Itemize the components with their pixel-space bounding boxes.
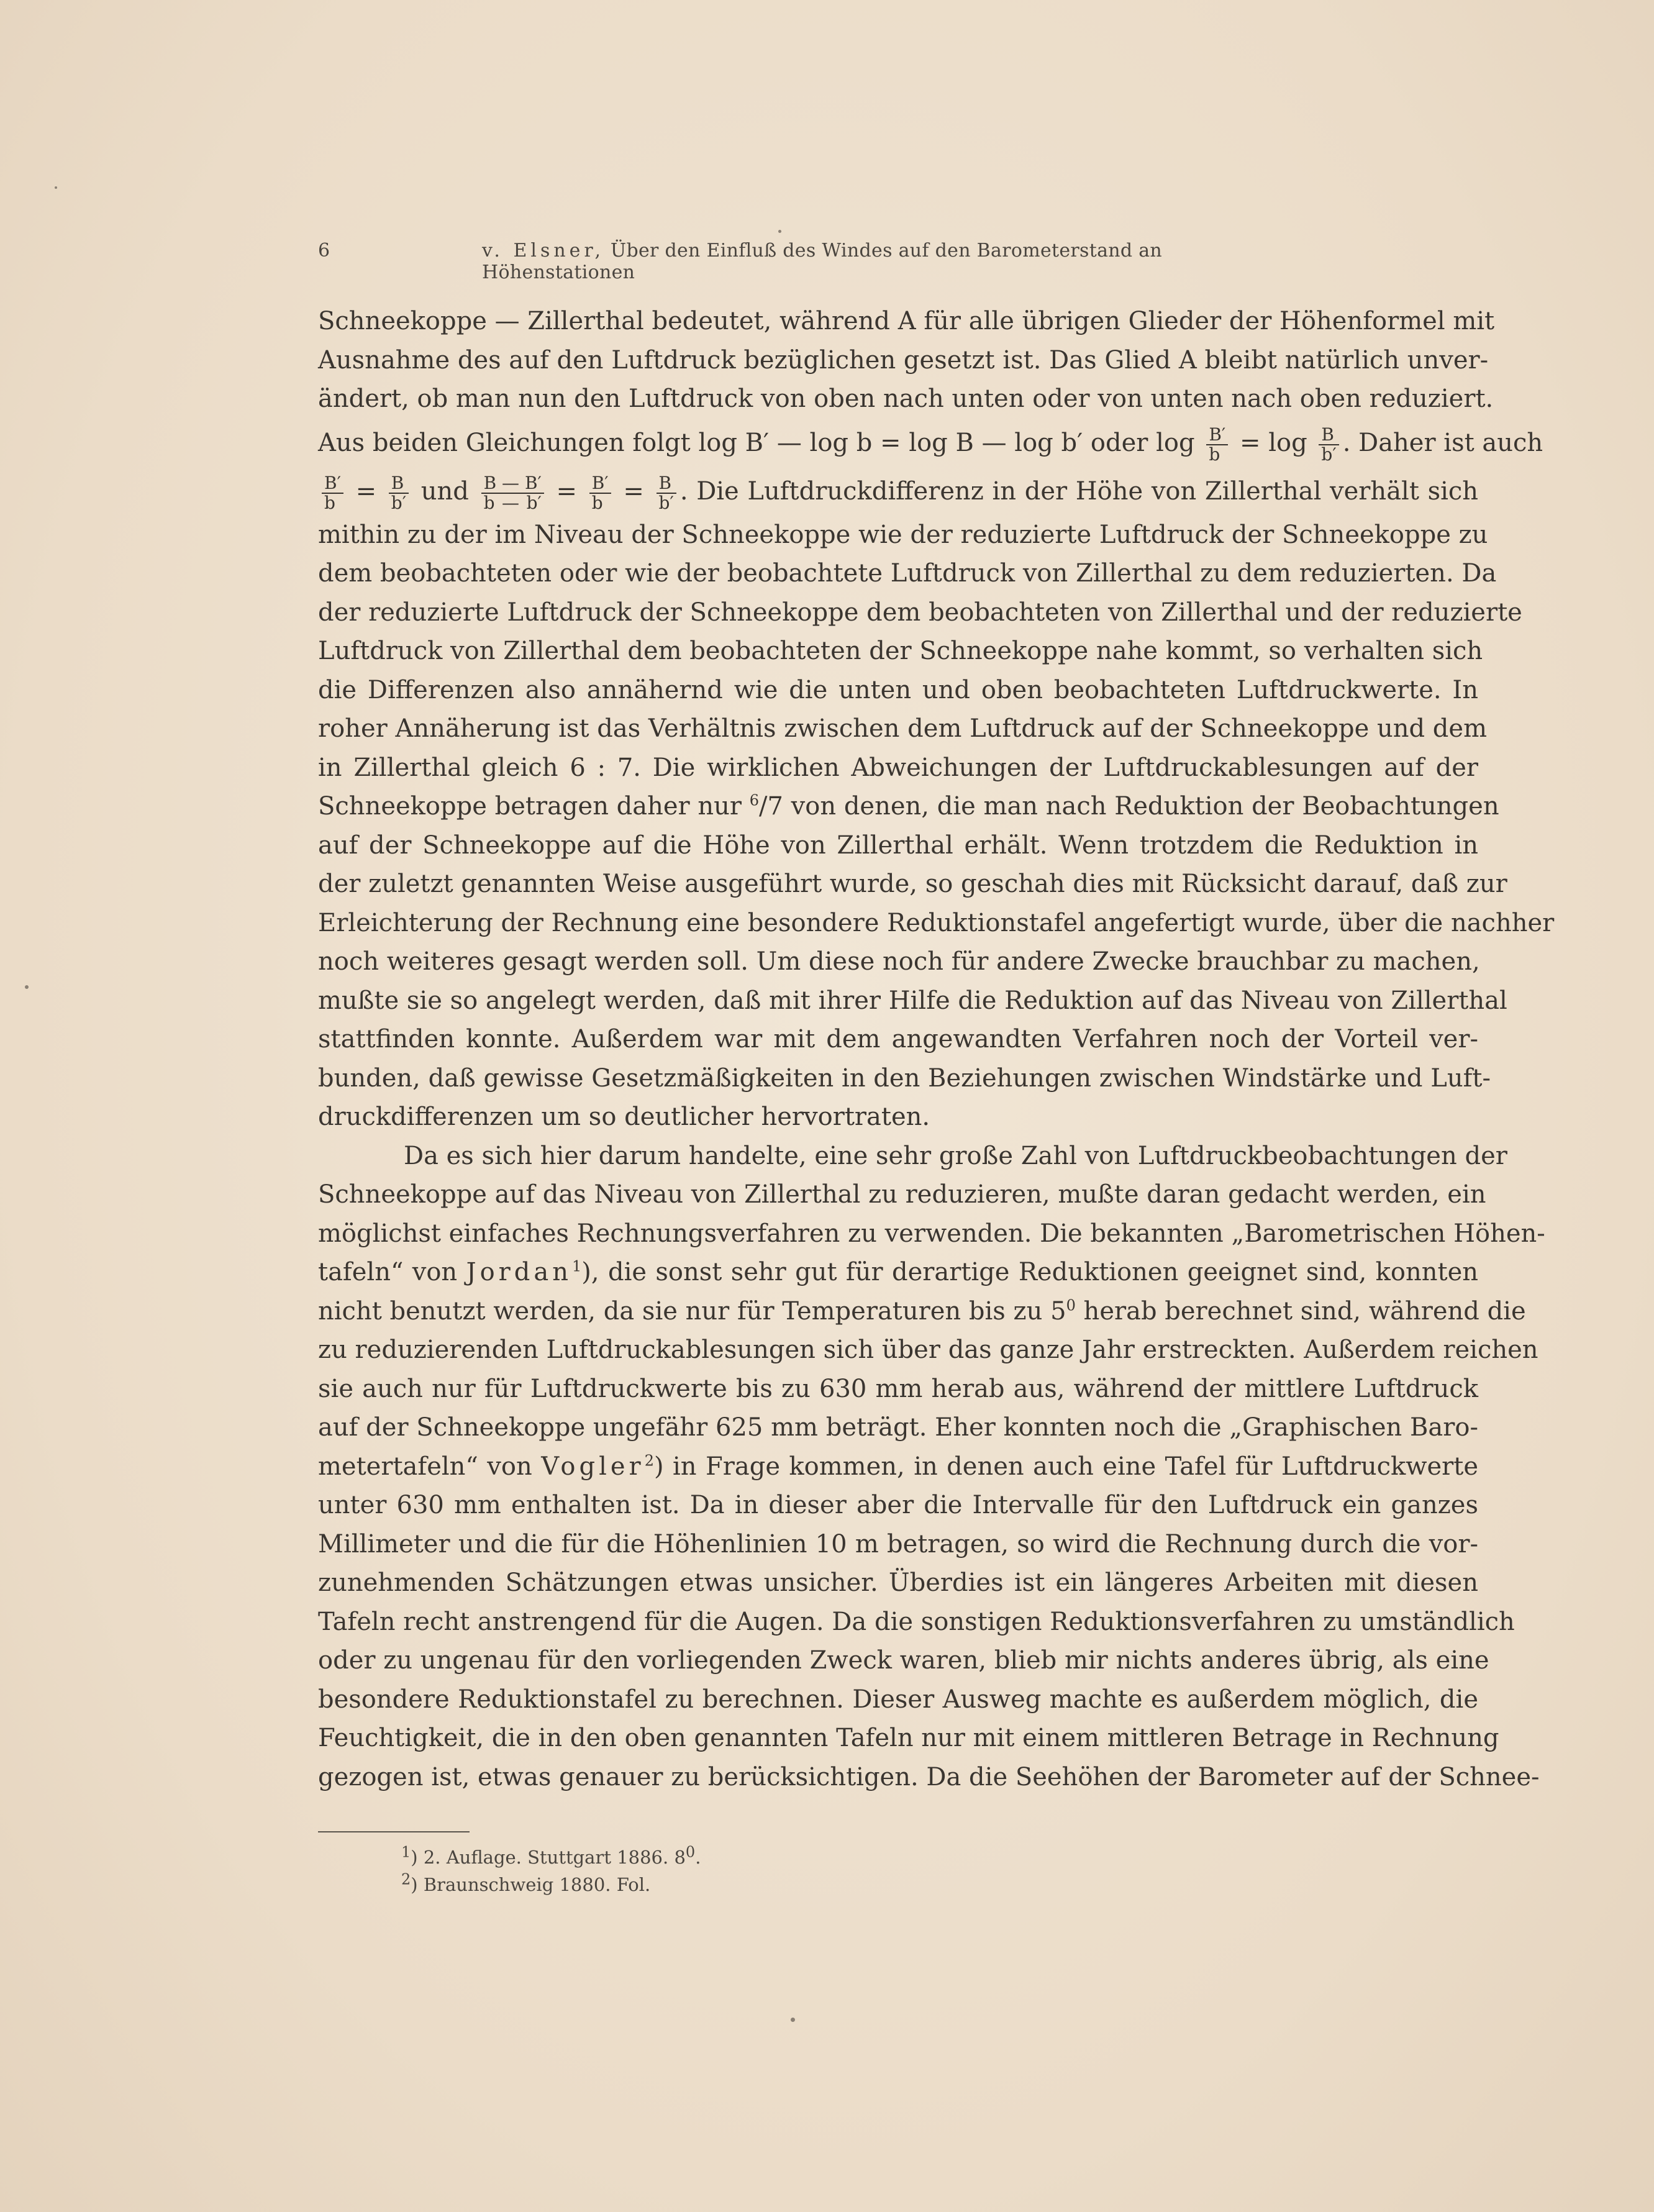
footnote-ref: 1 <box>572 1257 582 1275</box>
text-line: Da es sich hier darum handelte, eine sehr große Zahl von Luftdruckbeobachtungen der <box>404 1141 1507 1170</box>
running-header <box>318 240 1306 283</box>
fraction <box>1206 426 1228 464</box>
text-line: stattfinden konnte. Außerdem war mit dem angewandten Verfahren noch der Vorteil ver- <box>318 1025 1478 1054</box>
fraction <box>481 474 544 512</box>
text-line-jordan <box>318 1253 1478 1292</box>
fraction-numerator: B′ <box>589 474 611 494</box>
text-line: unter 630 mm enthalten ist. Da in dieser aber die Intervalle für den Luftdruck ein ganzes <box>318 1491 1478 1519</box>
formula-text: = log <box>1239 428 1307 457</box>
cited-author: Jordan <box>466 1258 573 1286</box>
line-fragment: metertafeln“ von <box>318 1452 532 1481</box>
line-fragment: Schneekoppe betragen daher nur <box>318 792 742 821</box>
fraction-numerator: B <box>389 474 409 494</box>
paper-speck <box>778 230 781 233</box>
formula-text: und <box>420 476 469 506</box>
fraction-numerator: B′ <box>1206 426 1228 445</box>
fraction <box>389 474 409 512</box>
formula-text: . Die Luftdruckdifferenz in der Höhe von Zillerthal verhält sich <box>679 476 1479 506</box>
text-line: sie auch nur für Luftdruckwerte bis zu 630 mm herab aus, während der mittlere Luftdruck <box>318 1374 1478 1403</box>
text-line: Schneekoppe — Zillerthal bedeutet, während A für alle übrigen Glieder der Höhenformel mit <box>318 307 1495 335</box>
formula-text: = <box>556 476 578 506</box>
line-fragment: ) in Frage kommen, in denen auch eine Tafel für Luftdruckwerte <box>653 1452 1478 1481</box>
footnote-2 <box>401 1871 701 1898</box>
footnote-marker: 1 <box>401 1843 411 1861</box>
header-title: Über den Einfluß des Windes auf den Barometerstand an Höhenstationen <box>482 240 1163 283</box>
text-line: bunden, daß gewisse Gesetzmäßigkeiten in den Beziehungen zwischen Windstärke und Luft- <box>318 1063 1491 1093</box>
footnote-1 <box>401 1844 701 1871</box>
text-line: Millimeter und die für die Höhenlinien 10 m betragen, so wird die Rechnung durch die vor- <box>318 1529 1478 1559</box>
text-line: Luftdruck von Zillerthal dem beobachteten der Schneekoppe nahe kommt, so verhalten sich <box>318 637 1483 665</box>
footnote-text: ) Braunschweig 1880. Fol. <box>411 1874 651 1895</box>
fraction-denominator: b′ <box>658 492 674 513</box>
paper-speck <box>791 2018 795 2022</box>
fraction-denominator: b — b′ <box>483 492 542 513</box>
fraction-denominator: b <box>324 492 335 513</box>
footnote-text: . <box>695 1847 701 1868</box>
fraction-denominator: b′ <box>1321 444 1337 465</box>
text-line-temperature <box>318 1292 1526 1331</box>
text-line: möglichst einfaches Rechnungsverfahren zu verwenden. Die bekannten „Barometrischen Höhen- <box>318 1219 1545 1248</box>
superscript: 6 <box>749 791 760 809</box>
text-line: der zuletzt genannten Weise ausgeführt wurde, so geschah dies mit Rücksicht darauf, daß zur <box>318 870 1507 898</box>
fraction-numerator: B <box>657 474 676 494</box>
text-line: dem beobachteten oder wie der beobachtete Luftdruck von Zillerthal zu dem reduzierten. Da <box>318 559 1497 588</box>
line-fragment: /7 von denen, die man nach Reduktion der Beobachtungen <box>759 792 1499 821</box>
fraction-denominator: b <box>591 492 603 513</box>
footnote-text: ) 2. Auflage. Stuttgart 1886. 8 <box>411 1847 686 1868</box>
text-line: besondere Reduktionstafel zu berechnen. Dieser Ausweg machte es außerdem möglich, die <box>318 1685 1478 1714</box>
text-line: Erleichterung der Rechnung eine besondere Reduktionstafel angefertigt wurde, über die nachher <box>318 908 1555 937</box>
fraction-denominator: b′ <box>391 492 407 513</box>
text-line: roher Annäherung ist das Verhältnis zwischen dem Luftdruck auf der Schneekoppe und dem <box>318 714 1488 743</box>
text-line: Schneekoppe auf das Niveau von Zillerthal zu reduzieren, mußte daran gedacht werden, ein <box>318 1180 1486 1209</box>
fraction-numerator: B <box>1319 426 1338 445</box>
text-line: mußte sie so angelegt werden, daß mit ihrer Hilfe die Reduktion auf das Niveau von Zillerthal <box>318 986 1507 1015</box>
fraction <box>322 474 343 512</box>
line-fragment: nicht benutzt werden, da sie nur für Temperaturen bis zu 5 <box>318 1296 1066 1326</box>
text-line: ändert, ob man nun den Luftdruck von oben nach unten oder von unten nach oben reduziert. <box>318 385 1494 413</box>
text-line: der reduzierte Luftdruck der Schneekoppe dem beobachteten von Zillerthal und der reduzierte <box>318 598 1522 627</box>
body-text <box>318 302 1555 1796</box>
text-line: Feuchtigkeit, die in den oben genannten Tafeln nur mit einem mittleren Betrage in Rechnung <box>318 1724 1499 1752</box>
page-number: 6 <box>318 240 330 262</box>
formula-text: = <box>623 476 644 506</box>
fraction-numerator: B′ <box>322 474 343 494</box>
paper-speck <box>25 985 29 989</box>
formula-line-1 <box>318 419 1543 467</box>
text-line: druckdifferenzen um so deutlicher hervortraten. <box>318 1103 930 1131</box>
degree-sup: 0 <box>685 1843 696 1861</box>
paper-speck <box>55 186 57 189</box>
fraction-numerator: B — B′ <box>481 474 544 494</box>
footnote-ref: 2 <box>644 1452 654 1470</box>
formula-text: Aus beiden Gleichungen folgt log B′ — log b = log B — log b′ oder log <box>318 428 1195 457</box>
fraction <box>1319 426 1338 464</box>
text-line: zunehmenden Schätzungen etwas unsicher. Überdies ist ein längeres Arbeiten mit diesen <box>318 1568 1478 1597</box>
fraction <box>589 474 611 512</box>
formula-line-2 <box>318 467 1478 516</box>
cited-author: Vogler <box>541 1452 645 1481</box>
formula-text: = <box>355 476 377 506</box>
text-line: auf der Schneekoppe auf die Höhe von Zillerthal erhält. Wenn trotzdem die Reduktion in <box>318 831 1478 860</box>
fraction <box>657 474 676 512</box>
fraction-denominator: b <box>1209 444 1220 465</box>
text-line: mithin zu der im Niveau der Schneekoppe wie der reduzierte Luftdruck der Schneekoppe zu <box>318 520 1488 549</box>
formula-text: . Daher ist auch <box>1342 428 1543 457</box>
footnotes <box>401 1844 701 1898</box>
text-line: noch weiteres gesagt werden soll. Um diese noch für andere Zwecke brauchbar zu machen, <box>318 947 1480 976</box>
text-line: Ausnahme des auf den Luftdruck bezüglichen gesetzt ist. Das Glied A bleibt natürlich unver- <box>318 345 1489 375</box>
text-line: die Differenzen also annähernd wie die unten und oben beobachteten Luftdruckwerte. In <box>318 675 1478 704</box>
text-line-ratio <box>318 787 1499 826</box>
header-author: v. Elsner, <box>482 240 605 262</box>
text-line: auf der Schneekoppe ungefähr 625 mm beträgt. Eher konnten noch die „Graphischen Baro- <box>318 1413 1478 1442</box>
text-line-vogler <box>318 1447 1478 1486</box>
line-fragment: ), die sonst sehr gut für derartige Reduktionen geeignet sind, konnten <box>581 1258 1479 1286</box>
footnote-marker: 2 <box>401 1870 411 1888</box>
text-line: gezogen ist, etwas genauer zu berücksichtigen. Da die Seehöhen der Barometer auf der Schnee- <box>318 1762 1540 1791</box>
line-fragment: tafeln“ von <box>318 1258 458 1286</box>
text-line: in Zillerthal gleich 6 : 7. Die wirklichen Abweichungen der Luftdruckablesungen auf der <box>318 753 1478 782</box>
text-line: Tafeln recht anstrengend für die Augen. Da die sonstigen Reduktionsverfahren zu umständlich <box>318 1607 1515 1636</box>
text-line: zu reduzierenden Luftdruckablesungen sich über das ganze Jahr erstreckten. Außerdem reichen <box>318 1336 1538 1364</box>
running-head <box>482 240 1306 283</box>
text-line: oder zu ungenau für den vorliegenden Zweck waren, blieb mir nichts anderes übrig, als eine <box>318 1646 1489 1675</box>
line-fragment: herab berechnet sind, während die <box>1075 1296 1526 1326</box>
degree-sup: 0 <box>1066 1296 1076 1314</box>
footnote-divider <box>318 1831 470 1832</box>
